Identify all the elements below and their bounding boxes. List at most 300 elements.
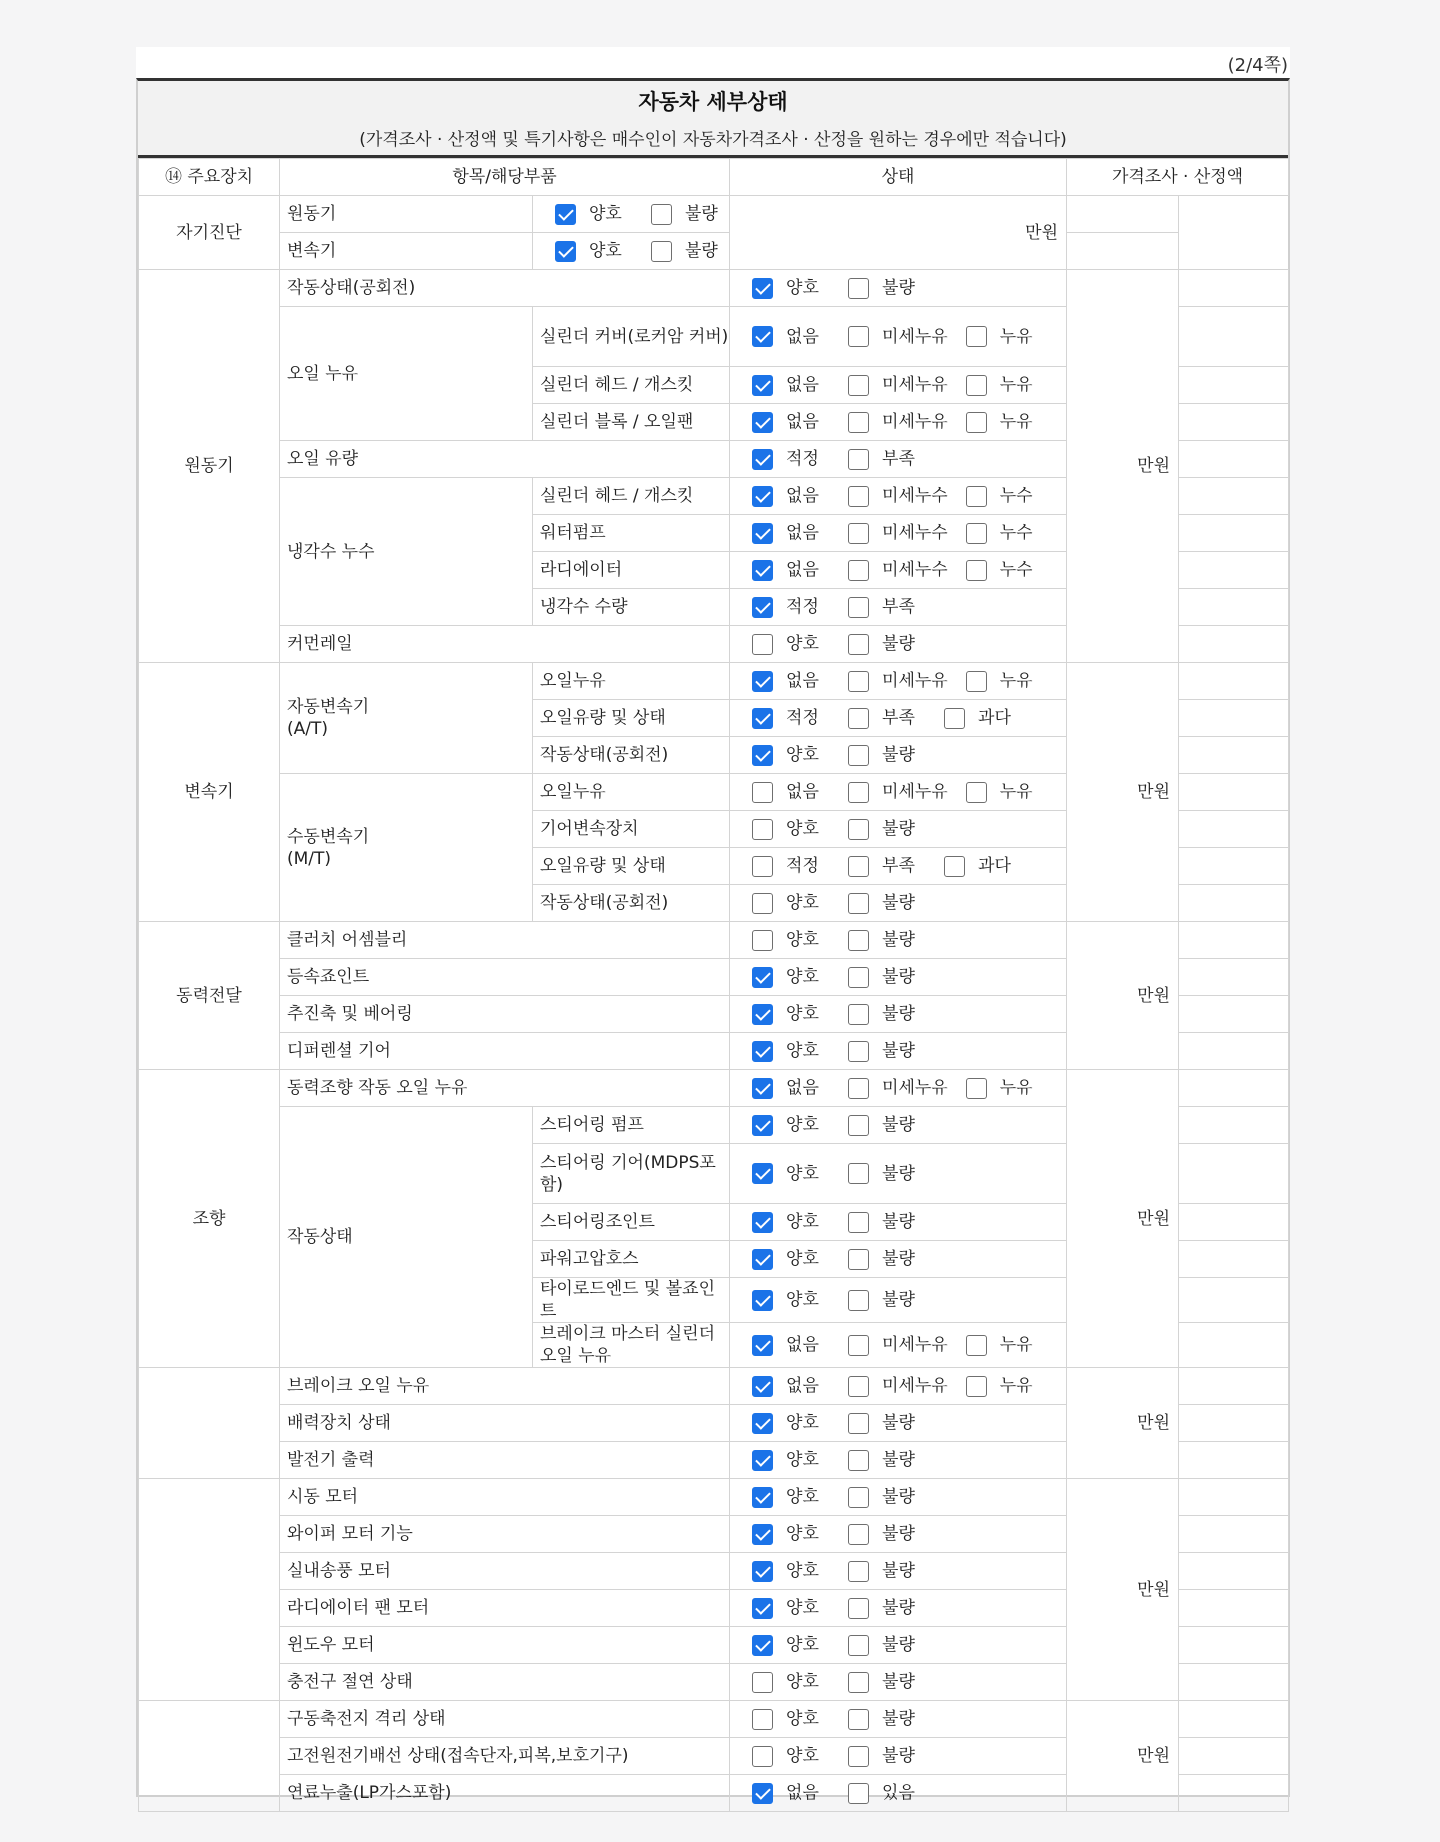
option-label: 누유: [999, 326, 1033, 347]
item-cell: 브레이크 오일 누유: [280, 1368, 730, 1405]
checkbox-checked[interactable]: [752, 375, 773, 396]
status-cell: [730, 589, 1067, 626]
checkbox-checked[interactable]: [752, 1115, 773, 1136]
price-input-cell[interactable]: [1179, 959, 1289, 996]
status-option[interactable]: [752, 596, 830, 618]
subgroup-cell: 오일 누유: [280, 307, 533, 441]
status-option[interactable]: [752, 1248, 830, 1270]
status-option[interactable]: [752, 929, 830, 951]
status-option[interactable]: [966, 1375, 1044, 1397]
checkbox-unchecked[interactable]: [848, 1212, 869, 1233]
category-cell: 동력전달: [139, 922, 280, 1070]
status-option[interactable]: [555, 203, 633, 225]
status-option[interactable]: [752, 522, 830, 544]
status-cell: [730, 1033, 1067, 1070]
status-option[interactable]: [848, 522, 948, 544]
option-label: 없음: [786, 412, 819, 432]
status-option[interactable]: [848, 374, 948, 396]
status-option[interactable]: [944, 707, 1022, 729]
checkbox-unchecked[interactable]: [848, 1004, 869, 1025]
status-option[interactable]: [752, 1334, 830, 1356]
checkbox-unchecked[interactable]: [966, 412, 987, 433]
option-label: 미세누유: [882, 375, 948, 395]
status-option[interactable]: [752, 1412, 830, 1434]
status-option[interactable]: [848, 1486, 926, 1508]
checkbox-unchecked[interactable]: [848, 1672, 869, 1693]
checkbox-checked[interactable]: [752, 1212, 773, 1233]
checkbox-unchecked[interactable]: [848, 708, 869, 729]
option-label: 양호: [786, 1249, 819, 1269]
checkbox-unchecked[interactable]: [966, 1335, 987, 1356]
status-option[interactable]: [752, 1486, 830, 1508]
status-option[interactable]: [752, 1745, 830, 1767]
option-label: 미세누유: [882, 1078, 948, 1098]
status-option[interactable]: [752, 1040, 830, 1062]
option-label: 양호: [786, 1115, 819, 1135]
option-label: 없음: [786, 560, 819, 580]
status-option[interactable]: [848, 1248, 926, 1270]
table-row: [139, 922, 1289, 959]
option-label: 양호: [589, 241, 622, 261]
status-option[interactable]: [752, 1003, 830, 1025]
option-label: 불량: [882, 819, 915, 839]
status-cell: [730, 663, 1067, 700]
checkbox-checked[interactable]: [752, 1524, 773, 1545]
checkbox-unchecked[interactable]: [848, 745, 869, 766]
status-option[interactable]: [752, 485, 830, 507]
price-unit-cell: 만원: [1067, 270, 1179, 663]
status-option[interactable]: [752, 892, 830, 914]
checkbox-unchecked[interactable]: [848, 1413, 869, 1434]
price-input-cell[interactable]: [1179, 1590, 1289, 1627]
status-cell: [533, 196, 730, 233]
checkbox-unchecked[interactable]: [848, 486, 869, 507]
status-option[interactable]: [848, 1114, 926, 1136]
status-option[interactable]: [555, 240, 633, 262]
status-option[interactable]: [752, 448, 830, 470]
item-cell: 작동상태(공회전): [533, 885, 730, 922]
price-input-cell[interactable]: [1179, 515, 1289, 552]
status-option[interactable]: [848, 892, 926, 914]
header-device: ⑭ 주요장치: [139, 159, 280, 196]
status-option[interactable]: [848, 1449, 926, 1471]
price-input-cell[interactable]: [1179, 1323, 1289, 1368]
checkbox-checked[interactable]: [555, 241, 576, 262]
checkbox-unchecked[interactable]: [848, 856, 869, 877]
checkbox-unchecked[interactable]: [966, 523, 987, 544]
checkbox-checked[interactable]: [752, 967, 773, 988]
status-option[interactable]: [752, 1449, 830, 1471]
checkbox-unchecked[interactable]: [752, 634, 773, 655]
checkbox-checked[interactable]: [752, 1163, 773, 1184]
option-label: 누유: [999, 782, 1033, 802]
price-input-cell[interactable]: [1179, 1241, 1289, 1278]
status-option[interactable]: [966, 522, 1044, 544]
checkbox-checked[interactable]: [752, 1598, 773, 1619]
status-option[interactable]: [848, 1289, 926, 1311]
checkbox-checked[interactable]: [752, 1561, 773, 1582]
price-input-cell[interactable]: [1179, 1775, 1289, 1812]
price-input-cell[interactable]: [1179, 1368, 1289, 1405]
price-input-cell[interactable]: [1179, 1405, 1289, 1442]
checkbox-checked[interactable]: [752, 560, 773, 581]
status-option[interactable]: [848, 1040, 926, 1062]
status-cell: [730, 1590, 1067, 1627]
checkbox-unchecked[interactable]: [848, 1561, 869, 1582]
status-option[interactable]: [848, 1745, 926, 1767]
checkbox-checked[interactable]: [752, 1335, 773, 1356]
price-input-cell[interactable]: [1179, 1664, 1289, 1701]
status-option[interactable]: [848, 1597, 926, 1619]
checkbox-unchecked[interactable]: [848, 326, 869, 347]
checkbox-checked[interactable]: [752, 1078, 773, 1099]
checkbox-checked[interactable]: [752, 1290, 773, 1311]
option-label: 양호: [786, 1041, 819, 1061]
price-input-cell[interactable]: [1179, 626, 1289, 663]
option-label: 없음: [786, 1078, 819, 1098]
item-cell: 오일누유: [533, 663, 730, 700]
status-option[interactable]: [848, 326, 948, 348]
checkbox-unchecked[interactable]: [848, 449, 869, 470]
checkbox-checked[interactable]: [752, 1783, 773, 1804]
item-cell: 구동축전지 격리 상태: [280, 1701, 730, 1738]
status-option[interactable]: [752, 1597, 830, 1619]
checkbox-unchecked[interactable]: [848, 819, 869, 840]
status-option[interactable]: [848, 781, 948, 803]
status-option[interactable]: [966, 781, 1044, 803]
status-option[interactable]: [848, 1523, 926, 1545]
status-cell: [730, 1070, 1067, 1107]
checkbox-unchecked[interactable]: [848, 967, 869, 988]
option-label: 누유: [999, 412, 1033, 432]
checkbox-checked[interactable]: [752, 523, 773, 544]
checkbox-unchecked[interactable]: [752, 1709, 773, 1730]
checkbox-unchecked[interactable]: [848, 1115, 869, 1136]
checkbox-unchecked[interactable]: [944, 856, 965, 877]
price-input-cell[interactable]: [1179, 848, 1289, 885]
status-option[interactable]: [752, 707, 830, 729]
status-option[interactable]: [966, 411, 1044, 433]
checkbox-unchecked[interactable]: [651, 241, 672, 262]
checkbox-unchecked[interactable]: [651, 204, 672, 225]
price-input-cell[interactable]: [1179, 737, 1289, 774]
status-option[interactable]: [752, 1782, 830, 1804]
status-option[interactable]: [651, 240, 729, 262]
status-option[interactable]: [848, 929, 926, 951]
price-input-cell[interactable]: [1179, 774, 1289, 811]
price-input-cell[interactable]: [1179, 922, 1289, 959]
price-input-cell[interactable]: [1179, 1278, 1289, 1323]
checkbox-unchecked[interactable]: [966, 486, 987, 507]
sheet-header: [138, 81, 1288, 158]
option-label: 불량: [882, 1115, 915, 1135]
checkbox-unchecked[interactable]: [848, 1524, 869, 1545]
option-label: 양호: [786, 1635, 819, 1655]
checkbox-unchecked[interactable]: [848, 1249, 869, 1270]
checkbox-unchecked[interactable]: [752, 856, 773, 877]
checkbox-unchecked[interactable]: [848, 560, 869, 581]
status-option[interactable]: [752, 277, 830, 299]
status-option[interactable]: [752, 1289, 830, 1311]
checkbox-unchecked[interactable]: [966, 326, 987, 347]
option-label: 누유: [999, 375, 1033, 395]
checkbox-unchecked[interactable]: [848, 1598, 869, 1619]
checkbox-unchecked[interactable]: [848, 1078, 869, 1099]
checkbox-unchecked[interactable]: [966, 560, 987, 581]
price-unit-cell: 만원: [1067, 1070, 1179, 1368]
status-option[interactable]: [848, 1671, 926, 1693]
status-option[interactable]: [848, 1163, 926, 1185]
status-option[interactable]: [848, 1782, 926, 1804]
checkbox-unchecked[interactable]: [752, 1672, 773, 1693]
status-cell: [730, 1627, 1067, 1664]
price-input-cell[interactable]: [1179, 1442, 1289, 1479]
option-label: 양호: [786, 1212, 819, 1232]
status-cell: [730, 478, 1067, 515]
checkbox-unchecked[interactable]: [966, 1078, 987, 1099]
checkbox-unchecked[interactable]: [752, 930, 773, 951]
item-cell: 윈도우 모터: [280, 1627, 730, 1664]
price-input-cell[interactable]: [1179, 1701, 1289, 1738]
checkbox-unchecked[interactable]: [848, 1376, 869, 1397]
status-option[interactable]: [966, 485, 1044, 507]
status-option[interactable]: [848, 670, 948, 692]
status-option[interactable]: [848, 411, 948, 433]
checkbox-unchecked[interactable]: [966, 1376, 987, 1397]
checkbox-unchecked[interactable]: [848, 930, 869, 951]
status-option[interactable]: [752, 1163, 830, 1185]
status-option[interactable]: [966, 670, 1044, 692]
checkbox-checked[interactable]: [752, 1004, 773, 1025]
status-option[interactable]: [848, 744, 926, 766]
checkbox-unchecked[interactable]: [848, 1290, 869, 1311]
option-label: 불량: [882, 1290, 915, 1310]
option-label: 미세누유: [882, 1376, 948, 1396]
status-option[interactable]: [848, 1334, 948, 1356]
price-input-cell[interactable]: [1179, 1204, 1289, 1241]
checkbox-unchecked[interactable]: [848, 1635, 869, 1656]
status-option[interactable]: [752, 1211, 830, 1233]
price-input-cell[interactable]: [1179, 1479, 1289, 1516]
option-label: 미세누유: [882, 782, 948, 802]
status-option[interactable]: [848, 1412, 926, 1434]
price-input-cell[interactable]: [1179, 1107, 1289, 1144]
checkbox-checked[interactable]: [752, 1450, 773, 1471]
checkbox-unchecked[interactable]: [848, 634, 869, 655]
option-label: 양호: [786, 893, 819, 913]
status-option[interactable]: [752, 818, 830, 840]
price-input-cell[interactable]: [1067, 196, 1179, 233]
checkbox-unchecked[interactable]: [848, 523, 869, 544]
status-option[interactable]: [752, 374, 830, 396]
price-input-cell[interactable]: [1179, 1033, 1289, 1070]
status-option[interactable]: [848, 855, 926, 877]
status-option[interactable]: [966, 1334, 1044, 1356]
status-option[interactable]: [966, 1077, 1044, 1099]
status-option[interactable]: [651, 203, 729, 225]
status-option[interactable]: [752, 1114, 830, 1136]
status-option[interactable]: [848, 485, 948, 507]
checkbox-checked[interactable]: [752, 412, 773, 433]
option-label: 불량: [882, 1413, 915, 1433]
status-option[interactable]: [752, 633, 830, 655]
status-option[interactable]: [752, 855, 830, 877]
checkbox-unchecked[interactable]: [848, 1783, 869, 1804]
checkbox-checked[interactable]: [752, 597, 773, 618]
checkbox-unchecked[interactable]: [944, 708, 965, 729]
option-label: 없음: [786, 1376, 819, 1396]
price-input-cell[interactable]: [1179, 307, 1289, 367]
option-label: 없음: [786, 782, 819, 802]
header-item: 항목/해당부품: [280, 159, 730, 196]
status-option[interactable]: [848, 596, 926, 618]
price-input-cell[interactable]: [1179, 589, 1289, 626]
checkbox-checked[interactable]: [752, 1249, 773, 1270]
status-option[interactable]: [848, 1375, 948, 1397]
status-option[interactable]: [752, 1560, 830, 1582]
status-cell: [730, 307, 1067, 367]
status-option[interactable]: [848, 1003, 926, 1025]
status-option[interactable]: [966, 326, 1044, 348]
price-input-cell[interactable]: [1179, 663, 1289, 700]
status-option[interactable]: [752, 781, 830, 803]
checkbox-checked[interactable]: [752, 486, 773, 507]
option-label: 불량: [882, 967, 915, 987]
status-option[interactable]: [752, 966, 830, 988]
price-input-cell[interactable]: [1179, 885, 1289, 922]
status-option[interactable]: [848, 559, 948, 581]
checkbox-checked[interactable]: [752, 671, 773, 692]
status-option[interactable]: [752, 559, 830, 581]
status-option[interactable]: [752, 326, 830, 348]
checkbox-unchecked[interactable]: [966, 671, 987, 692]
price-input-cell[interactable]: [1179, 1144, 1289, 1204]
price-input-cell[interactable]: [1179, 700, 1289, 737]
status-option[interactable]: [848, 1634, 926, 1656]
status-option[interactable]: [752, 1523, 830, 1545]
status-option[interactable]: [752, 744, 830, 766]
price-input-cell[interactable]: [1179, 1627, 1289, 1664]
status-option[interactable]: [752, 1077, 830, 1099]
status-cell: [730, 959, 1067, 996]
option-label: 양호: [786, 278, 819, 298]
checkbox-unchecked[interactable]: [752, 1746, 773, 1767]
checkbox-unchecked[interactable]: [848, 278, 869, 299]
checkbox-unchecked[interactable]: [848, 1709, 869, 1730]
status-option[interactable]: [848, 277, 926, 299]
checkbox-unchecked[interactable]: [848, 412, 869, 433]
option-label: 불량: [882, 1212, 915, 1232]
checkbox-unchecked[interactable]: [848, 671, 869, 692]
status-option[interactable]: [752, 1671, 830, 1693]
checkbox-unchecked[interactable]: [752, 893, 773, 914]
price-input-cell[interactable]: [1179, 441, 1289, 478]
checkbox-checked[interactable]: [752, 1041, 773, 1062]
status-option[interactable]: [848, 1211, 926, 1233]
price-input-cell[interactable]: [1179, 1070, 1289, 1107]
item-cell: 실내송풍 모터: [280, 1553, 730, 1590]
checkbox-unchecked[interactable]: [848, 1487, 869, 1508]
checkbox-checked[interactable]: [752, 1635, 773, 1656]
checkbox-unchecked[interactable]: [752, 819, 773, 840]
checkbox-unchecked[interactable]: [848, 375, 869, 396]
status-option[interactable]: [752, 1708, 830, 1730]
checkbox-checked[interactable]: [752, 708, 773, 729]
checkbox-unchecked[interactable]: [848, 782, 869, 803]
status-option[interactable]: [944, 855, 1022, 877]
checkbox-unchecked[interactable]: [848, 1335, 869, 1356]
status-option[interactable]: [848, 1560, 926, 1582]
status-option[interactable]: [848, 707, 926, 729]
price-input-cell[interactable]: [1179, 270, 1289, 307]
status-option[interactable]: [848, 1077, 948, 1099]
price-input-cell[interactable]: [1067, 233, 1179, 270]
checkbox-checked[interactable]: [752, 449, 773, 470]
price-input-cell[interactable]: [1179, 1738, 1289, 1775]
checkbox-checked[interactable]: [752, 1376, 773, 1397]
checkbox-checked[interactable]: [752, 745, 773, 766]
checkbox-checked[interactable]: [752, 278, 773, 299]
item-cell: 클러치 어셈블리: [280, 922, 730, 959]
checkbox-checked[interactable]: [752, 1487, 773, 1508]
checkbox-unchecked[interactable]: [848, 597, 869, 618]
checkbox-checked[interactable]: [752, 326, 773, 347]
checkbox-unchecked[interactable]: [848, 1163, 869, 1184]
price-input-cell[interactable]: [1179, 552, 1289, 589]
option-label: 양호: [786, 1598, 819, 1618]
document-title: 자동차 세부상태: [638, 90, 788, 114]
price-input-cell[interactable]: [1179, 1516, 1289, 1553]
item-cell: 타이로드엔드 및 볼죠인트: [533, 1278, 730, 1323]
price-input-cell[interactable]: [1179, 811, 1289, 848]
checkbox-unchecked[interactable]: [848, 1041, 869, 1062]
status-option[interactable]: [848, 448, 926, 470]
price-input-cell[interactable]: [1179, 996, 1289, 1033]
table-row: [139, 270, 1289, 307]
status-option[interactable]: [752, 1375, 830, 1397]
status-option[interactable]: [752, 411, 830, 433]
checkbox-unchecked[interactable]: [848, 1746, 869, 1767]
status-option[interactable]: [752, 1634, 830, 1656]
option-label: 불량: [882, 1004, 915, 1024]
status-cell: [730, 270, 1067, 307]
price-input-cell[interactable]: [1179, 478, 1289, 515]
checkbox-checked[interactable]: [555, 204, 576, 225]
item-cell: 커먼레일: [280, 626, 730, 663]
checkbox-checked[interactable]: [752, 1413, 773, 1434]
checkbox-unchecked[interactable]: [966, 375, 987, 396]
status-option[interactable]: [848, 1708, 926, 1730]
option-label: 양호: [786, 1561, 819, 1581]
status-option[interactable]: [848, 818, 926, 840]
option-label: 불량: [882, 1249, 915, 1269]
price-input-cell[interactable]: [1179, 367, 1289, 404]
checkbox-unchecked[interactable]: [966, 782, 987, 803]
option-label: 불량: [882, 1524, 915, 1544]
checkbox-unchecked[interactable]: [848, 1450, 869, 1471]
document-page: [136, 47, 1290, 1803]
checkbox-unchecked[interactable]: [848, 893, 869, 914]
price-input-cell[interactable]: [1179, 404, 1289, 441]
status-option[interactable]: [752, 670, 830, 692]
price-input-cell[interactable]: [1179, 1553, 1289, 1590]
status-option[interactable]: [848, 633, 926, 655]
status-option[interactable]: [966, 374, 1044, 396]
status-option[interactable]: [848, 966, 926, 988]
status-option[interactable]: [966, 559, 1044, 581]
checkbox-unchecked[interactable]: [752, 782, 773, 803]
table-header-row: [139, 159, 1289, 196]
